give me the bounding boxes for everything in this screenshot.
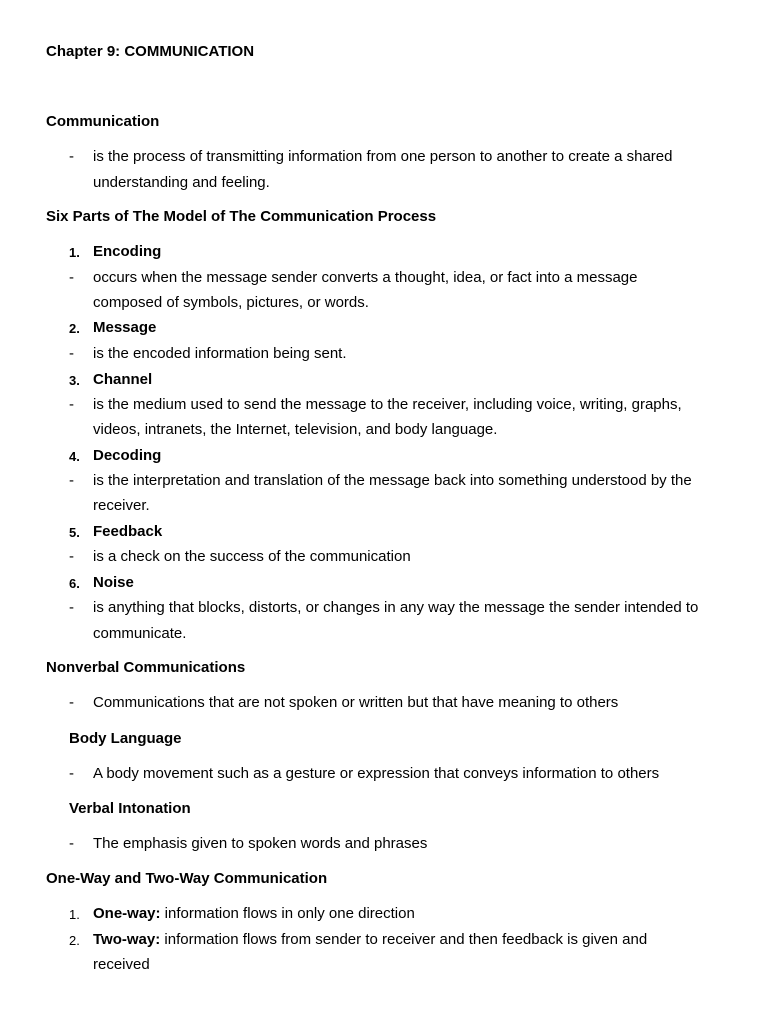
- communication-definition-line2: understanding and feeling.: [93, 174, 270, 191]
- bullet-dash: -: [69, 472, 74, 489]
- two-way-item: [93, 931, 647, 949]
- bullet-dash: -: [69, 694, 74, 711]
- decoding-definition-line1: is the interpretation and translation of the message back into something understood by the: [93, 472, 692, 489]
- term-noise: Noise: [93, 574, 134, 591]
- term-encoding: Encoding: [93, 243, 162, 260]
- section-heading-six-parts: Six Parts of The Model of The Communication Process: [46, 208, 437, 225]
- subheading-body-language: Body Language: [69, 730, 182, 747]
- list-number: 2.: [69, 321, 80, 336]
- nonverbal-definition: Communications that are not spoken or written but that have meaning to others: [93, 694, 619, 711]
- list-number: 5.: [69, 525, 80, 540]
- bullet-dash: -: [69, 269, 74, 286]
- message-definition: is the encoded information being sent.: [93, 345, 347, 362]
- bullet-dash: -: [69, 765, 74, 782]
- one-way-definition: information flows in only one direction: [160, 905, 415, 922]
- body-language-definition: A body movement such as a gesture or expression that conveys information to others: [93, 765, 660, 782]
- page-title: Chapter 9: COMMUNICATION: [46, 43, 255, 60]
- channel-definition-line1: is the medium used to send the message to the receiver, including voice, writing, graphs,: [93, 396, 682, 413]
- verbal-intonation-definition: The emphasis given to spoken words and phrases: [93, 835, 428, 852]
- term-two-way: Two-way:: [93, 931, 161, 948]
- two-way-definition-line2: received: [93, 956, 150, 973]
- feedback-definition: is a check on the success of the communication: [93, 548, 411, 565]
- bullet-dash: -: [69, 148, 74, 165]
- bullet-dash: -: [69, 396, 74, 413]
- term-decoding: Decoding: [93, 447, 162, 464]
- list-number: 1.: [69, 245, 80, 260]
- noise-definition-line2: communicate.: [93, 625, 187, 642]
- encoding-definition-line1: occurs when the message sender converts a thought, idea, or fact into a message: [93, 269, 638, 286]
- section-heading-one-two-way: One-Way and Two-Way Communication: [46, 870, 328, 887]
- term-feedback: Feedback: [93, 523, 163, 540]
- section-heading-nonverbal: Nonverbal Communications: [46, 659, 246, 676]
- list-number: 4.: [69, 449, 80, 464]
- subheading-verbal-intonation: Verbal Intonation: [69, 800, 191, 817]
- channel-definition-line2: videos, intranets, the Internet, television, and body language.: [93, 421, 498, 438]
- one-way-item: [93, 905, 415, 923]
- bullet-dash: -: [69, 835, 74, 852]
- term-message: Message: [93, 319, 157, 336]
- term-channel: Channel: [93, 371, 153, 388]
- list-number: 3.: [69, 373, 80, 388]
- bullet-dash: -: [69, 345, 74, 362]
- two-way-definition-line1: information flows from sender to receiver and then feedback is given and: [160, 931, 648, 948]
- bullet-dash: -: [69, 548, 74, 565]
- bullet-dash: -: [69, 599, 74, 616]
- noise-definition-line1: is anything that blocks, distorts, or changes in any way the message the sender intended to: [93, 599, 699, 616]
- decoding-definition-line2: receiver.: [93, 497, 150, 514]
- section-heading-communication: Communication: [46, 113, 160, 130]
- communication-definition-line1: is the process of transmitting information from one person to another to create a shared: [93, 148, 673, 165]
- list-number: 6.: [69, 576, 80, 591]
- list-number: 1.: [69, 907, 80, 922]
- list-number: 2.: [69, 933, 80, 948]
- encoding-definition-line2: composed of symbols, pictures, or words.: [93, 294, 369, 311]
- term-one-way: One-way:: [93, 905, 161, 922]
